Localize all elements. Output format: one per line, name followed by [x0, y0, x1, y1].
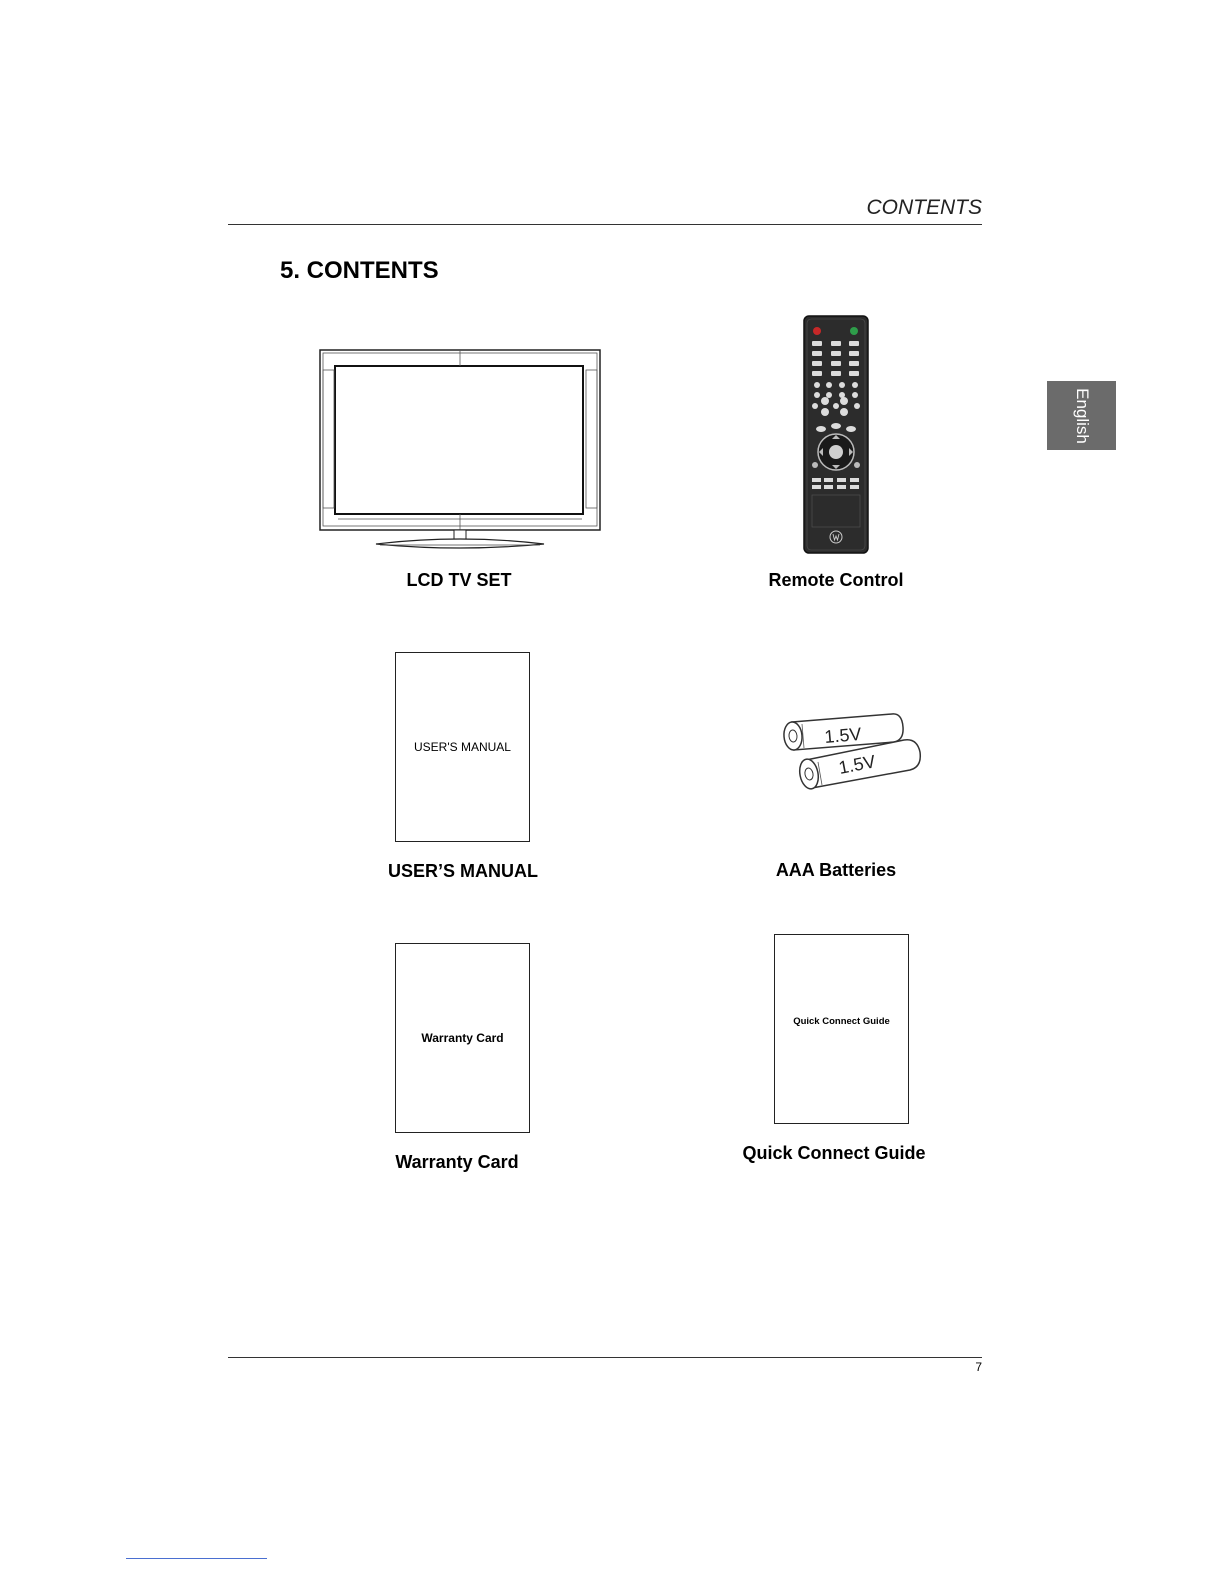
language-tab-label: English	[1072, 387, 1092, 444]
page-number: 7	[975, 1360, 982, 1374]
batteries-caption: AAA Batteries	[775, 860, 897, 880]
battery-2-label: 1.5V	[836, 751, 878, 778]
header-rule	[228, 224, 982, 225]
warranty-caption: Warranty Card	[395, 1152, 519, 1172]
aaa-batteries-illustration	[776, 712, 926, 802]
guide-cover-text: Quick Connect Guide	[793, 1016, 890, 1027]
remote-control-illustration	[803, 315, 869, 555]
footer-link-underline[interactable]	[126, 1558, 267, 1559]
language-tab[interactable]	[1047, 381, 1116, 450]
users-manual-cover-text: USER'S MANUAL	[414, 740, 511, 754]
battery-1-label: 1.5V	[823, 723, 863, 747]
lcd-tv-illustration	[318, 348, 602, 550]
remote-caption: Remote Control	[768, 570, 904, 590]
footer-rule	[228, 1357, 982, 1358]
tv-caption: LCD TV SET	[406, 570, 512, 590]
section-title: 5. CONTENTS	[280, 257, 439, 284]
warranty-cover-text: Warranty Card	[421, 1031, 504, 1045]
guide-caption: Quick Connect Guide	[742, 1143, 926, 1163]
warranty-card-booklet	[395, 943, 530, 1133]
running-header: CONTENTS	[866, 196, 982, 219]
manual-caption: USER’S MANUAL	[387, 861, 538, 881]
users-manual-booklet	[395, 652, 530, 842]
quick-connect-guide-booklet	[774, 934, 909, 1124]
